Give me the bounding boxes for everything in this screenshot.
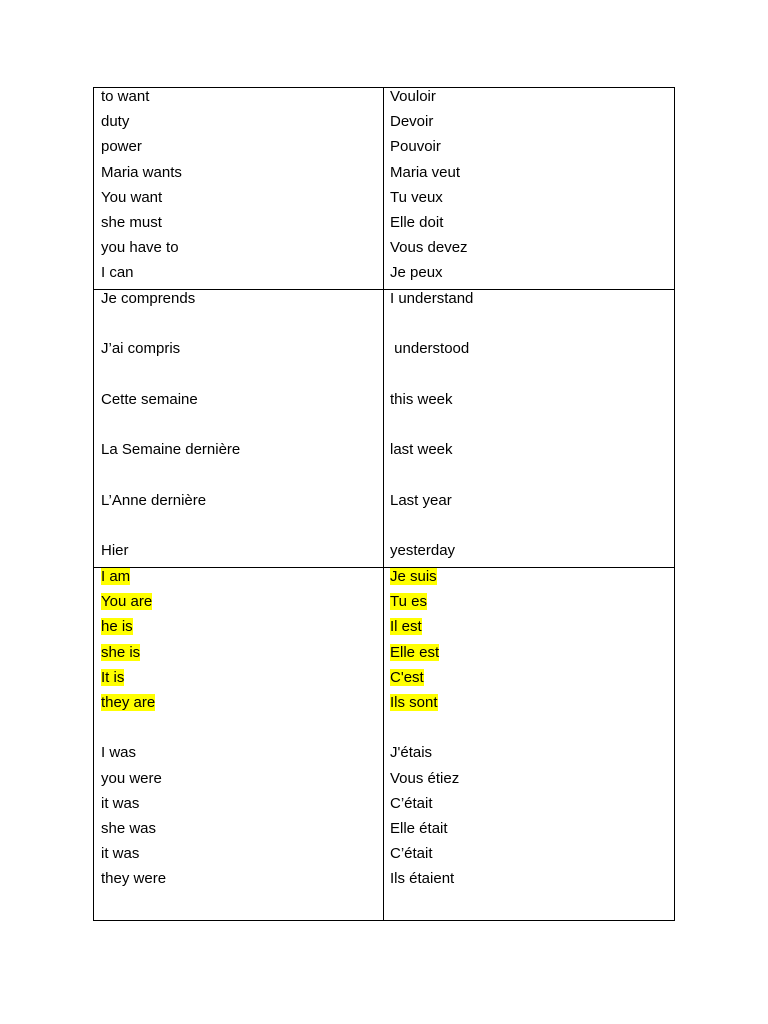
vocab-text: Hier — [101, 541, 129, 559]
vocab-text: it was — [101, 794, 140, 812]
vocab-line — [390, 264, 674, 289]
vocab-text: You are — [101, 593, 153, 611]
vocab-text: last week — [390, 441, 453, 459]
vocab-line — [101, 264, 383, 289]
vocab-line — [101, 542, 383, 567]
french-column — [94, 290, 384, 567]
vocab-line — [390, 315, 674, 340]
vocab-line — [101, 441, 383, 466]
vocab-line — [101, 315, 383, 340]
vocab-line — [390, 340, 674, 365]
vocabulary-table — [93, 87, 675, 921]
vocab-line — [101, 164, 383, 189]
english-column — [94, 88, 384, 289]
vocab-text: Elle est — [390, 643, 440, 661]
vocab-line — [390, 618, 674, 643]
vocab-text: Vous devez — [390, 239, 468, 257]
vocab-line — [390, 441, 674, 466]
french-column — [384, 88, 674, 289]
vocab-line — [390, 542, 674, 567]
vocab-line — [101, 770, 383, 795]
vocab-line — [101, 517, 383, 542]
vocab-text: Il est — [390, 618, 422, 636]
vocab-line — [390, 391, 674, 416]
vocab-line — [101, 618, 383, 643]
vocab-line — [101, 466, 383, 491]
vocab-text: Tu veux — [390, 188, 443, 206]
vocab-text: L’Anne dernière — [101, 491, 207, 509]
vocab-line — [390, 466, 674, 491]
vocab-text: it was — [101, 845, 140, 863]
vocab-text: Cette semaine — [101, 390, 198, 408]
vocab-line — [390, 164, 674, 189]
vocab-text: Elle était — [390, 819, 448, 837]
vocab-line — [101, 138, 383, 163]
vocab-text: Pouvoir — [390, 138, 441, 156]
vocab-text: duty — [101, 113, 130, 131]
french-column — [384, 568, 674, 920]
vocab-text: La Semaine dernière — [101, 441, 241, 459]
vocab-line — [390, 366, 674, 391]
vocab-line — [101, 719, 383, 744]
vocab-line — [390, 744, 674, 769]
vocab-text: they are — [101, 693, 156, 711]
vocab-text: understood — [390, 340, 470, 358]
english-column — [384, 290, 674, 567]
vocab-line — [101, 189, 383, 214]
vocab-line — [390, 492, 674, 517]
vocab-text: power — [101, 138, 142, 156]
table-section-modal-verbs — [94, 88, 674, 290]
vocab-text: she is — [101, 643, 141, 661]
vocab-text: I understand — [390, 290, 474, 307]
vocab-line — [101, 870, 383, 895]
vocab-text: to want — [101, 88, 150, 105]
english-column — [94, 568, 384, 920]
vocab-line — [101, 290, 383, 315]
vocab-line — [390, 568, 674, 593]
vocab-line — [101, 88, 383, 113]
vocab-line — [390, 820, 674, 845]
vocab-text: Je suis — [390, 568, 437, 585]
vocab-text: Ils étaient — [390, 870, 455, 888]
vocab-text: they were — [101, 870, 167, 888]
vocab-text: this week — [390, 390, 453, 408]
vocab-line — [101, 744, 383, 769]
vocab-line — [101, 366, 383, 391]
vocab-line — [390, 719, 674, 744]
vocab-line — [101, 416, 383, 441]
vocab-line — [101, 239, 383, 264]
vocab-line — [101, 694, 383, 719]
vocab-text: yesterday — [390, 541, 456, 559]
vocab-line — [390, 593, 674, 618]
vocab-text: Je peux — [390, 264, 443, 282]
vocab-line — [390, 845, 674, 870]
vocab-line — [390, 694, 674, 719]
vocab-text: C'est — [390, 668, 424, 686]
vocab-line — [101, 113, 383, 138]
vocab-line — [101, 340, 383, 365]
vocab-line — [101, 669, 383, 694]
vocab-line — [390, 138, 674, 163]
vocab-line — [390, 770, 674, 795]
vocab-text: C’était — [390, 845, 433, 863]
vocab-text: C’était — [390, 794, 433, 812]
vocab-line — [390, 88, 674, 113]
vocab-text: Elle doit — [390, 213, 444, 231]
vocab-line — [390, 870, 674, 895]
vocab-text: she must — [101, 213, 162, 231]
vocab-text: I can — [101, 264, 134, 282]
vocab-line — [390, 214, 674, 239]
vocab-text: J’ai compris — [101, 340, 181, 358]
vocab-line — [101, 568, 383, 593]
vocab-line — [101, 820, 383, 845]
vocab-text: he is — [101, 618, 133, 636]
vocab-text: Vouloir — [390, 88, 436, 105]
vocab-line — [101, 845, 383, 870]
vocab-text: Maria veut — [390, 163, 461, 181]
vocab-text: I was — [101, 744, 137, 762]
vocab-text: she was — [101, 819, 157, 837]
vocab-line — [390, 669, 674, 694]
vocab-line — [101, 644, 383, 669]
vocab-line — [390, 517, 674, 542]
vocab-text: Devoir — [390, 113, 434, 131]
vocab-line — [390, 239, 674, 264]
vocab-text: It is — [101, 668, 125, 686]
vocab-text: Maria wants — [101, 163, 182, 181]
vocab-line — [390, 644, 674, 669]
vocab-text: Last year — [390, 491, 452, 509]
vocab-text: Tu es — [390, 593, 427, 611]
vocab-text: you were — [101, 769, 162, 787]
vocab-line — [390, 189, 674, 214]
vocab-line — [101, 391, 383, 416]
vocab-text: you have to — [101, 239, 179, 257]
vocab-text: J'étais — [390, 744, 433, 762]
table-section-etre — [94, 568, 674, 920]
vocab-text: Ils sont — [390, 693, 438, 711]
vocab-line — [390, 290, 674, 315]
table-section-time-expressions — [94, 290, 674, 568]
vocab-text: Vous étiez — [390, 769, 460, 787]
vocab-line — [101, 214, 383, 239]
vocab-line — [390, 795, 674, 820]
vocab-line — [101, 593, 383, 618]
vocab-text: I am — [101, 568, 131, 585]
vocab-line — [390, 113, 674, 138]
vocab-line — [101, 492, 383, 517]
vocab-text: You want — [101, 188, 163, 206]
vocab-line — [390, 416, 674, 441]
vocab-line — [101, 795, 383, 820]
vocab-text: Je comprends — [101, 290, 196, 307]
